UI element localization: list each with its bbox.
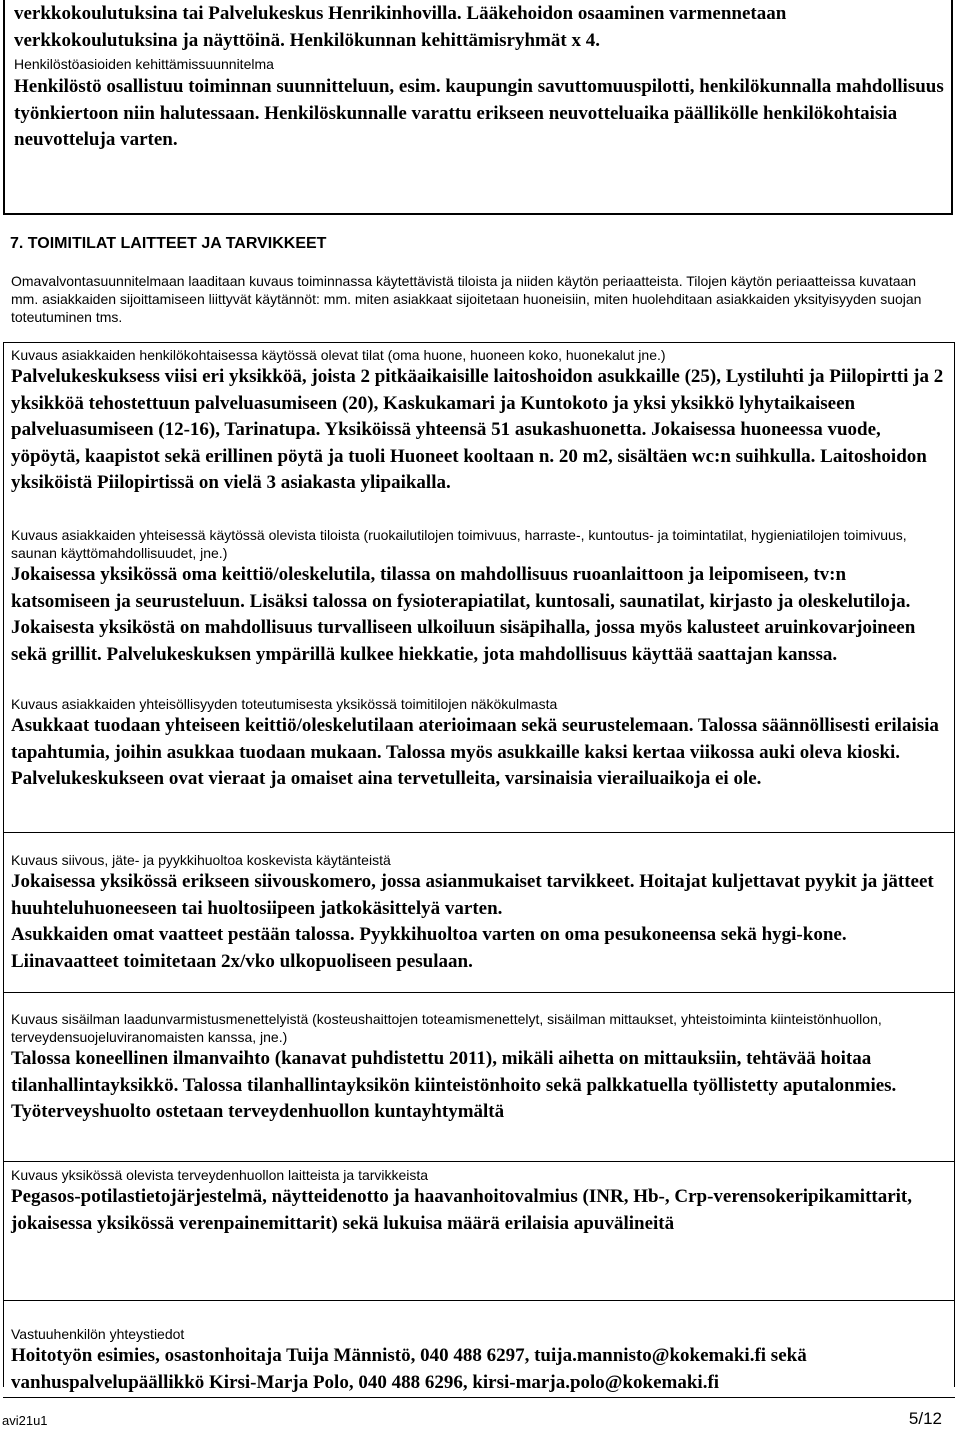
previous-section-box bbox=[3, 0, 953, 215]
field-value-continued: Asukkaiden omat vaatteet pestään talossa. Pyykkihuoltoa varten on oma pesukoneensa sekä hygi-kone. Liinavaatteet toimitetaan 2x/vko ulkopuoliseen pesulaan. bbox=[11, 924, 847, 972]
field-value: Palvelukeskuksess viisi eri yksikköä, joista 2 pitkäaikaisille laitoshoidon asukkaille (25), Lystiluhti ja Piilopirtti ja 2 yksikköä tehostettuun palveluasumiseen (20), Kaskukamari ja Kuntokoto ja yksi yksikkö lyhytaikaiseen palveluasumiseen (12-16), Tarinatupa. Yksiköissä yhteensä 51 asukashuonetta. Jokaisessa huoneessa vuode, yöpöytä, kaapistot sekä erillinen pöytä ja tuoli Huoneet kooltaan n. 20 m2, sisältäen wc:n suihkulla. Laitoshoidon yksiköistä Piilopirtissä on vielä 3 asiakasta ylipaikalla. bbox=[11, 366, 944, 494]
field-label: Kuvaus asiakkaiden yhteisöllisyyden toteutumisesta yksikössä toimitilojen näkökulmasta bbox=[11, 696, 558, 712]
field-block-private-rooms bbox=[11, 346, 946, 497]
section-intro: Omavalvontasuunnitelmaan laaditaan kuvaus toiminnassa käytettävistä tiloista ja niiden käytön periaatteista. Tilojen käytön periaatteissa kuvataan mm. asiakkaiden sijoittamiseen liittyvät käytännöt: mm. miten asiakkaat sijoitetaan huoneisiin, miten huolehditaan asiakkaiden yksityisyyden suojan toteutuminen tms. bbox=[11, 273, 922, 325]
field-value: Jokaisessa yksikössä erikseen siivouskomero, jossa asianmukaiset tarvikkeet. Hoitajat kuljettavat pyykit ja jätteet huuhteluhuoneeseen tai huoltosiipeen jatkokäsittelyä varten. bbox=[11, 871, 934, 919]
field-block-cleaning bbox=[11, 851, 946, 975]
divider bbox=[3, 992, 955, 993]
field-label: Kuvaus asiakkaiden yhteisessä käytössä olevista tiloista (ruokailutilojen toimivuus, harraste-, kuntoutus- ja toimintatilat, hygieniatilojen toimivuus, saunan käyttömahdollisuudet, jne.) bbox=[11, 527, 907, 561]
divider bbox=[3, 1300, 955, 1301]
field-block-equipment bbox=[11, 1166, 946, 1237]
previous-section-text-line1: verkkokoulutuksina tai Palvelukeskus Henrikinhovilla. Lääkehoidon osaaminen varmennetaan bbox=[14, 3, 787, 24]
field-label: Vastuuhenkilön yhteystiedot bbox=[11, 1326, 185, 1342]
document-code: avi21u1 bbox=[2, 1413, 48, 1428]
field-label: Kuvaus sisäilman laadunvarmistusmenettelyistä (kosteushaittojen toteamismenettelyt, sisäilman mittaukset, yhteistoiminta kiinteistönhuollon, terveydensuojeluviranomaisten kanssa, jne.) bbox=[11, 1011, 882, 1045]
field-value: Pegasos-potilastietojärjestelmä, näytteidenotto ja haavanhoitovalmius (INR, Hb-, Crp-verensokeripikamittarit, jokaisessa yksikössä verenpainemittarit) sekä lukuisa määrä erilaisia apuvälineitä bbox=[11, 1186, 913, 1234]
frame-bottom-border bbox=[3, 1397, 955, 1398]
field-label: Kuvaus siivous, jäte- ja pyykkihuoltoa koskevista käytänteistä bbox=[11, 852, 391, 868]
field-value: Henkilöstö osallistuu toiminnan suunnitteluun, esim. kaupungin savuttomuuspilotti, henkilökunnalla mahdollisuus työnkiertoon niin halutessaan. Henkilöskunnalle varattu erikseen neuvotteluaika päällikölle henkilökohtaisia neuvotteluja varten. bbox=[14, 76, 944, 150]
field-value: Asukkaat tuodaan yhteiseen keittiö/oleskelutilaan aterioimaan sekä seurustelemaan. Talossa säännöllisesti erilaisia tapahtumia, joihin asukkaa tuodaan mukaan. Talossa myös asukkaille kaksi kertaa viikossa auki oleva kioski. Palvelukeskukseen ovat vieraat ja omaiset aina tervetulleita, varsinaisia vierailuaikoja ei ole. bbox=[11, 715, 939, 790]
section-heading: 7. TOIMITILAT LAITTEET JA TARVIKKEET bbox=[10, 235, 327, 252]
field-block-shared-spaces bbox=[11, 526, 946, 668]
divider bbox=[3, 1161, 955, 1162]
previous-section-text-line2: verkkokoulutuksina ja näyttöinä. Henkilökunnan kehittämisryhmät x 4. bbox=[14, 29, 600, 51]
field-block-contact bbox=[11, 1325, 946, 1396]
field-label: Kuvaus yksikössä olevista terveydenhuollon laitteista ja tarvikkeista bbox=[11, 1167, 429, 1183]
field-block-community bbox=[11, 695, 946, 793]
field-label: Kuvaus asiakkaiden henkilökohtaisessa käytössä olevat tilat (oma huone, huoneen koko, huonekalut jne.) bbox=[11, 347, 666, 363]
field-value: Hoitotyön esimies, osastonhoitaja Tuija Männistö, 040 488 6297, tuija.mannisto@kokemaki.fi sekä vanhuspalvelupäällikkö Kirsi-Marja Polo, 040 488 6296, kirsi-marja.polo@kokemaki.fi bbox=[11, 1345, 807, 1393]
field-block-indoor-air bbox=[11, 1010, 946, 1126]
page-number: 5/12 bbox=[908, 1409, 942, 1428]
field-label: Henkilöstöasioiden kehittämissuunnitelma bbox=[14, 56, 274, 72]
field-value: Jokaisessa yksikössä oma keittiö/oleskelutila, tilassa on mahdollisuus ruoanlaittoon ja leipomiseen, tv:n katsomiseen ja seurusteluun. Lisäksi talossa on fysioterapiatilat, kuntosali, saunatilat, kirjasto ja oleskelutiloja. Jokaisesta yksiköstä on mahdollisuus turvalliseen ulkoiluun sisäpihalla, jossa myös kalusteet aruinkovarjoineen sekä grillit. Palvelukeskuksen ympärillä kulkee hiekkatie, jota mahdollisuus käyttää saattajan kanssa. bbox=[11, 564, 916, 665]
divider bbox=[3, 832, 955, 833]
field-value: Talossa koneellinen ilmanvaihto (kanavat puhdistettu 2011), mikäli aihetta on mittauksiin, tehtävää hoitaa tilanhallintayksikkö. Talossa tilanhallintayksikön kiinteistönhoito sekä palkkatuella työllistetty aputalonmies. Työterveyshuolto ostetaan terveydenhuollon kuntayhtymältä bbox=[11, 1048, 897, 1123]
